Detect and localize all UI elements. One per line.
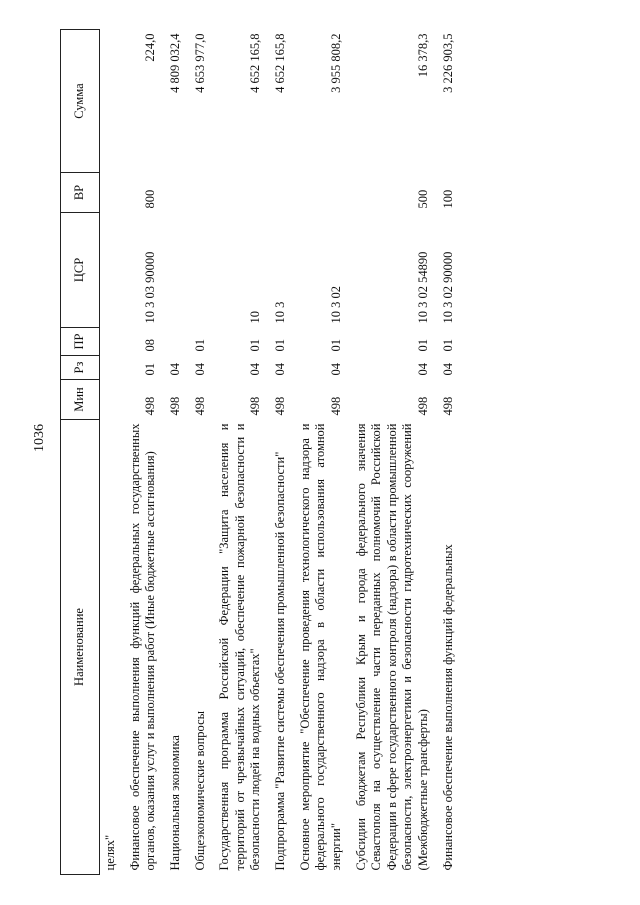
row-pr: 01 [440, 339, 455, 352]
table-row [295, 30, 351, 875]
row-rz [100, 356, 125, 380]
table-row [100, 30, 125, 875]
row-rz: 04 [328, 363, 343, 376]
row-name: Государственная программа Российской Федерации "Защита населения и территорий от чрезвычайных ситуаций, обеспечение пожарной безопасности и безопасности людей на водных объектах" [217, 423, 263, 871]
table-row [438, 30, 463, 875]
header-csr: ЦСР [61, 213, 100, 328]
row-csr [190, 213, 215, 328]
row-pr: 01 [248, 339, 263, 352]
row-vr: 500 [416, 189, 430, 209]
row-rz: 04 [416, 363, 430, 376]
row-rz: 04 [440, 363, 455, 376]
header-name: Наименование [61, 420, 100, 875]
row-min: 498 [248, 396, 263, 416]
row-min: 498 [328, 396, 343, 416]
row-vr [165, 173, 190, 213]
row-name: целях" [103, 834, 117, 871]
row-sum: 4 653 977,0 [192, 33, 207, 93]
row-pr: 01 [328, 339, 343, 352]
row-csr [100, 213, 125, 328]
row-pr: 01 [416, 339, 430, 352]
row-name: Финансовое обеспечение выполнения функций федеральных [440, 544, 455, 871]
budget-table [60, 29, 462, 875]
row-vr: 100 [440, 189, 455, 209]
row-pr: 08 [143, 339, 158, 352]
row-name: Общеэкономические вопросы [192, 710, 207, 871]
row-vr: 800 [143, 189, 158, 209]
row-vr [100, 173, 125, 213]
header-min: Мин [61, 380, 100, 420]
row-min: 498 [416, 396, 430, 416]
page-number: 1036 [32, 424, 47, 452]
row-pr [100, 328, 125, 356]
row-csr: 10 3 02 90000 [440, 251, 455, 324]
table-row [125, 30, 165, 875]
row-sum: 4 652 165,8 [273, 33, 287, 93]
row-pr [165, 328, 190, 356]
row-sum [100, 30, 125, 173]
row-sum: 16 378,3 [416, 33, 430, 78]
row-sum: 224,0 [143, 33, 158, 62]
row-name: Финансовое обеспечение выполнения функций федеральных государственных органов, оказания услуг и выполнения работ (Иные бюджетные ассигнования) [127, 423, 158, 871]
row-sum: 3 955 808,2 [328, 33, 343, 93]
row-sum: 3 226 903,5 [440, 33, 455, 93]
row-vr [270, 173, 295, 213]
row-name: Национальная экономика [167, 735, 182, 871]
row-min: 498 [192, 396, 207, 416]
table-row [190, 30, 215, 875]
row-min: 498 [167, 396, 182, 416]
row-sum: 4 809 032,4 [167, 33, 182, 93]
row-vr [214, 173, 270, 213]
row-rz: 04 [167, 363, 182, 376]
row-min: 498 [143, 396, 158, 416]
header-pr: ПР [61, 328, 100, 356]
row-name: Подпрограмма "Развитие системы обеспечения промышленной безопасности" [273, 451, 287, 871]
row-rz: 01 [143, 363, 158, 376]
row-vr [295, 173, 351, 213]
row-vr [190, 173, 215, 213]
row-csr: 10 3 02 54890 [416, 251, 430, 324]
row-min: 498 [273, 396, 287, 416]
row-rz: 04 [248, 363, 263, 376]
row-sum: 4 652 165,8 [248, 33, 263, 93]
row-rz: 04 [192, 363, 207, 376]
row-name: Основное мероприятие "Обеспечение проведения технологического надзора и федерального государственного надзора в области использования атомной энергии" [297, 423, 343, 871]
row-pr: 01 [273, 339, 287, 352]
row-csr: 10 3 03 90000 [143, 251, 158, 324]
header-vr: ВР [61, 173, 100, 213]
table-row [351, 30, 438, 875]
row-name: Субсидии бюджетам Республики Крым и города федерального значения Севастополя на осуществление части переданных полномочий Российской Федерации в сфере государственного контроля (надзора) в области промышленной безопасности, электроэнергетики и безопасности гидротехнических сооружений (Межбюджетные трансферты) [353, 423, 430, 871]
row-csr: 10 3 02 [328, 286, 343, 324]
header-sum: Сумма [61, 30, 100, 173]
row-csr: 10 [248, 311, 263, 324]
table-row [270, 30, 295, 875]
row-min: 498 [440, 396, 455, 416]
table-header-row [61, 30, 100, 875]
row-pr: 01 [192, 339, 207, 352]
row-min [100, 380, 125, 420]
table-row [214, 30, 270, 875]
header-rz: Рз [61, 356, 100, 380]
row-csr [165, 213, 190, 328]
row-rz: 04 [273, 363, 287, 376]
table-row [165, 30, 190, 875]
row-csr: 10 3 [273, 301, 287, 324]
